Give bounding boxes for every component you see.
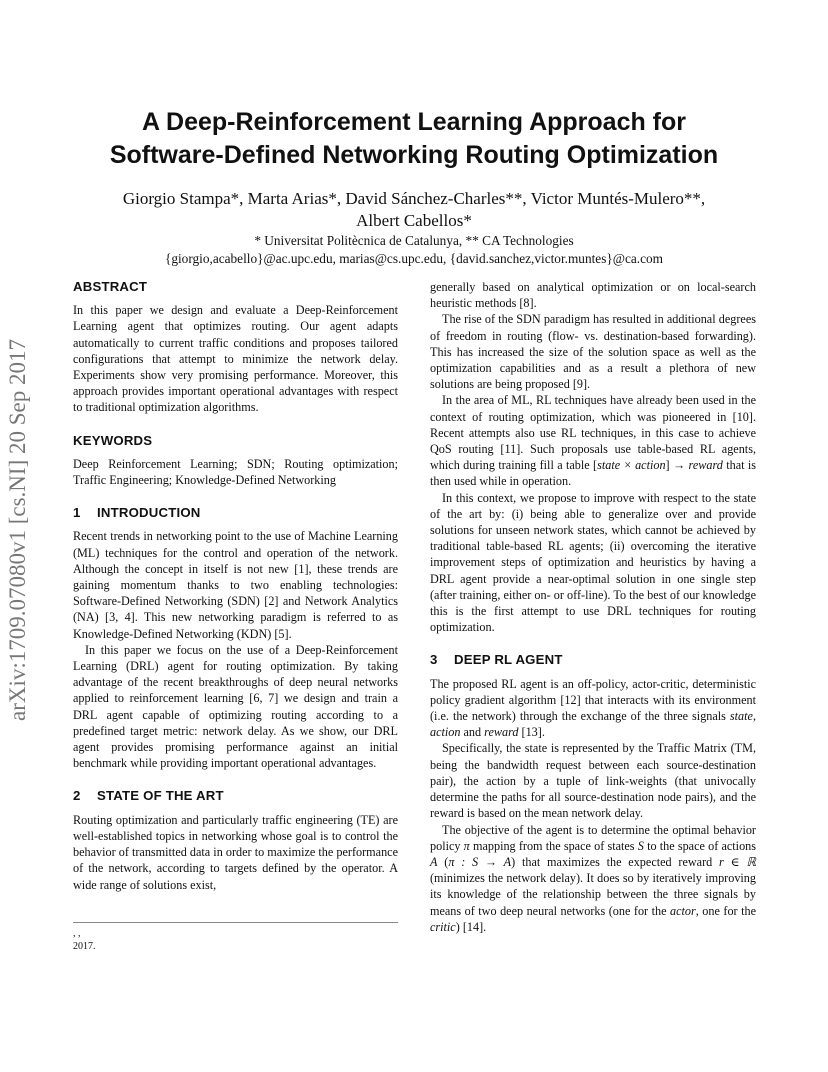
intro-paragraph-2: In this paper we focus on the use of a Deep-Reinforcement Learning (DRL) agent for routing optimization. By taking advantage of the recent breakthroughs of deep neural networks applied to reinforcement learning [6, 7] we design and train a DRL agent capable of optimizing routing according to a predefined target metric: network delay. As we show, our DRL agent provides promising performance against an initial benchmark while providing important operational advantages. xyxy=(73,642,398,771)
section-heading-state-of-the-art xyxy=(73,788,398,804)
left-column xyxy=(73,279,398,893)
text-run: ) [14]. xyxy=(455,919,487,934)
section-title: DEEP RL AGENT xyxy=(454,652,563,668)
text-run: The objective of the agent is to determine the optimal behavior policy xyxy=(430,822,756,853)
text-run: that is then used while in operation. xyxy=(430,458,756,489)
author-list xyxy=(40,188,788,232)
emphasis: critic xyxy=(430,919,456,934)
title-line-2: Software-Defined Networking Routing Optimization xyxy=(109,141,719,169)
text-run: to the space of actions xyxy=(643,838,757,853)
keywords-text: Deep Reinforcement Learning; SDN; Routing optimization; Traffic Engineering; Knowledge-Defined Networking xyxy=(73,456,398,488)
right-column xyxy=(430,279,756,935)
title-line-1: A Deep-Reinforcement Learning Approach for xyxy=(141,108,687,136)
soa-paragraph-1-continued: generally based on analytical optimization or on local-search heuristic methods [8]. xyxy=(430,280,756,311)
footnote-rule xyxy=(73,922,398,923)
keywords-heading: KEYWORDS xyxy=(73,432,153,448)
affiliations: * Universitat Politècnica de Catalunya, ** CA Technologies xyxy=(254,233,574,248)
math-expression: r ∈ ℝ xyxy=(719,854,757,869)
emphasis: action xyxy=(430,725,461,740)
intro-paragraph-1: Recent trends in networking point to the use of Machine Learning (ML) techniques for the control and operation of the network. Although the concept in itself is not new [1], these trends are gaining momentum thanks to two enabling technologies: Software-Defined Networking (SDN) [2] and Network Analytics (NA) [3, 4]. This new networking paradigm is referred to as Knowledge-Defined Networking (KDN) [5]. xyxy=(73,529,398,641)
section-number: 3 xyxy=(430,652,438,668)
drl-paragraph-3 xyxy=(430,822,756,935)
authors-line-1: Giorgio Stampa*, Marta Arias*, David Sánchez-Charles**, Victor Muntés-Mulero**, xyxy=(122,189,706,208)
footnote xyxy=(73,922,398,953)
math-expression: π : S → A xyxy=(448,854,512,869)
text-run: , xyxy=(752,709,756,724)
drl-paragraph-2: Specifically, the state is represented by the Traffic Matrix (TM, being the bandwidth request between each source-destination pair), the action by a tuple of link-weights (that univocally determine the paths for all source-destination node pairs), and the reward is based on the mean network delay. xyxy=(430,741,756,821)
soa-paragraph-3 xyxy=(430,392,756,489)
abstract-heading: ABSTRACT xyxy=(73,279,148,294)
math-symbol: A xyxy=(430,854,438,869)
emphasis: reward xyxy=(484,725,519,740)
soa-paragraph-1: Routing optimization and particularly traffic engineering (TE) are well-established topics in networking whose goal is to control the behavior of transmitted data in order to maximize the performance of the network, according to targets defined by the operator. A wide range of solutions exist, xyxy=(73,812,398,892)
section-heading-introduction xyxy=(73,505,398,521)
text-run: ] → xyxy=(665,458,689,473)
text-run: , one for the xyxy=(695,903,756,918)
authors-line-2: Albert Cabellos* xyxy=(356,211,472,230)
author-emails: {giorgio,acabello}@ac.upc.edu, marias@cs.upc.edu, {david.sanchez,victor.muntes}@ca.com xyxy=(164,251,664,266)
emphasis: state xyxy=(729,709,753,724)
soa-paragraph-4: In this context, we propose to improve with respect to the state of the art by: (i) being able to generalize over and provide solutions for unseen network states, which cannot be achieved by traditional table-based RL agents; (ii) overcoming the iterative improvement steps of optimization and heuristics by having a DRL agent provide a near-optimal solution in one single step (after training, either on- or off-line). To the best of our knowledge this is the first attempt to use DRL techniques for routing optimization. xyxy=(430,490,756,635)
text-run: The proposed RL agent is an off-policy, actor-critic, deterministic policy gradient algorithm [12] that interacts with its environment (i.e. the network) through the exchange of the three signals xyxy=(430,676,756,724)
text-run: and xyxy=(460,725,485,740)
math-symbol: π xyxy=(463,838,470,853)
math-symbol: S xyxy=(637,838,644,853)
footnote-year: 2017. xyxy=(73,941,96,952)
footnote-marks: , , xyxy=(73,928,81,939)
text-run: [13]. xyxy=(518,725,545,740)
arxiv-identifier: arXiv:1709.07080v1 [cs.NI] 20 Sep 2017 xyxy=(5,339,30,722)
section-number: 1 xyxy=(73,505,81,521)
text-run: (minimizes the network delay). It does so by iteratively improving its knowledge of the relationship between the three signals by means of two deep neural networks (one for the xyxy=(430,871,756,918)
text-run: In the area of ML, RL techniques have already been used in the context of routing optimization, which was pioneered in [10]. Recent attempts also use RL techniques, in this case to achieve QoS routing [11]. Such proposals use table-based RL agents, which during training fill a table [ xyxy=(430,393,756,473)
math-expression: reward xyxy=(688,458,723,473)
soa-paragraph-2: The rise of the SDN paradigm has resulted in additional degrees of freedom in routing (flow- vs. destination-based forwarding). This has increased the size of the solution space as well as the optimization capabilities and as a result a plethora of new solutions are being proposed [9]. xyxy=(430,312,756,392)
abstract-text: In this paper we design and evaluate a Deep-Reinforcement Learning agent that optimizes routing. Our agent adapts automatically to current traffic conditions and proposes tailored configurations that attempt to minimize the network delay. Experiments show very promising performance. Moreover, this approach provides important operational advantages with respect to traditional optimization algorithms. xyxy=(73,303,398,415)
section-title: STATE OF THE ART xyxy=(97,788,224,804)
drl-paragraph-1 xyxy=(430,676,756,741)
math-expression: state × action xyxy=(597,458,666,473)
paper-title xyxy=(40,106,788,172)
emphasis: actor xyxy=(670,903,696,918)
text-run: mapping from the space of states xyxy=(469,838,638,853)
text-run: ( xyxy=(437,854,449,869)
text-run: ) that maximizes the expected reward xyxy=(511,854,720,869)
section-title: INTRODUCTION xyxy=(97,505,201,521)
section-heading-deep-rl-agent xyxy=(430,652,756,668)
section-number: 2 xyxy=(73,788,81,804)
